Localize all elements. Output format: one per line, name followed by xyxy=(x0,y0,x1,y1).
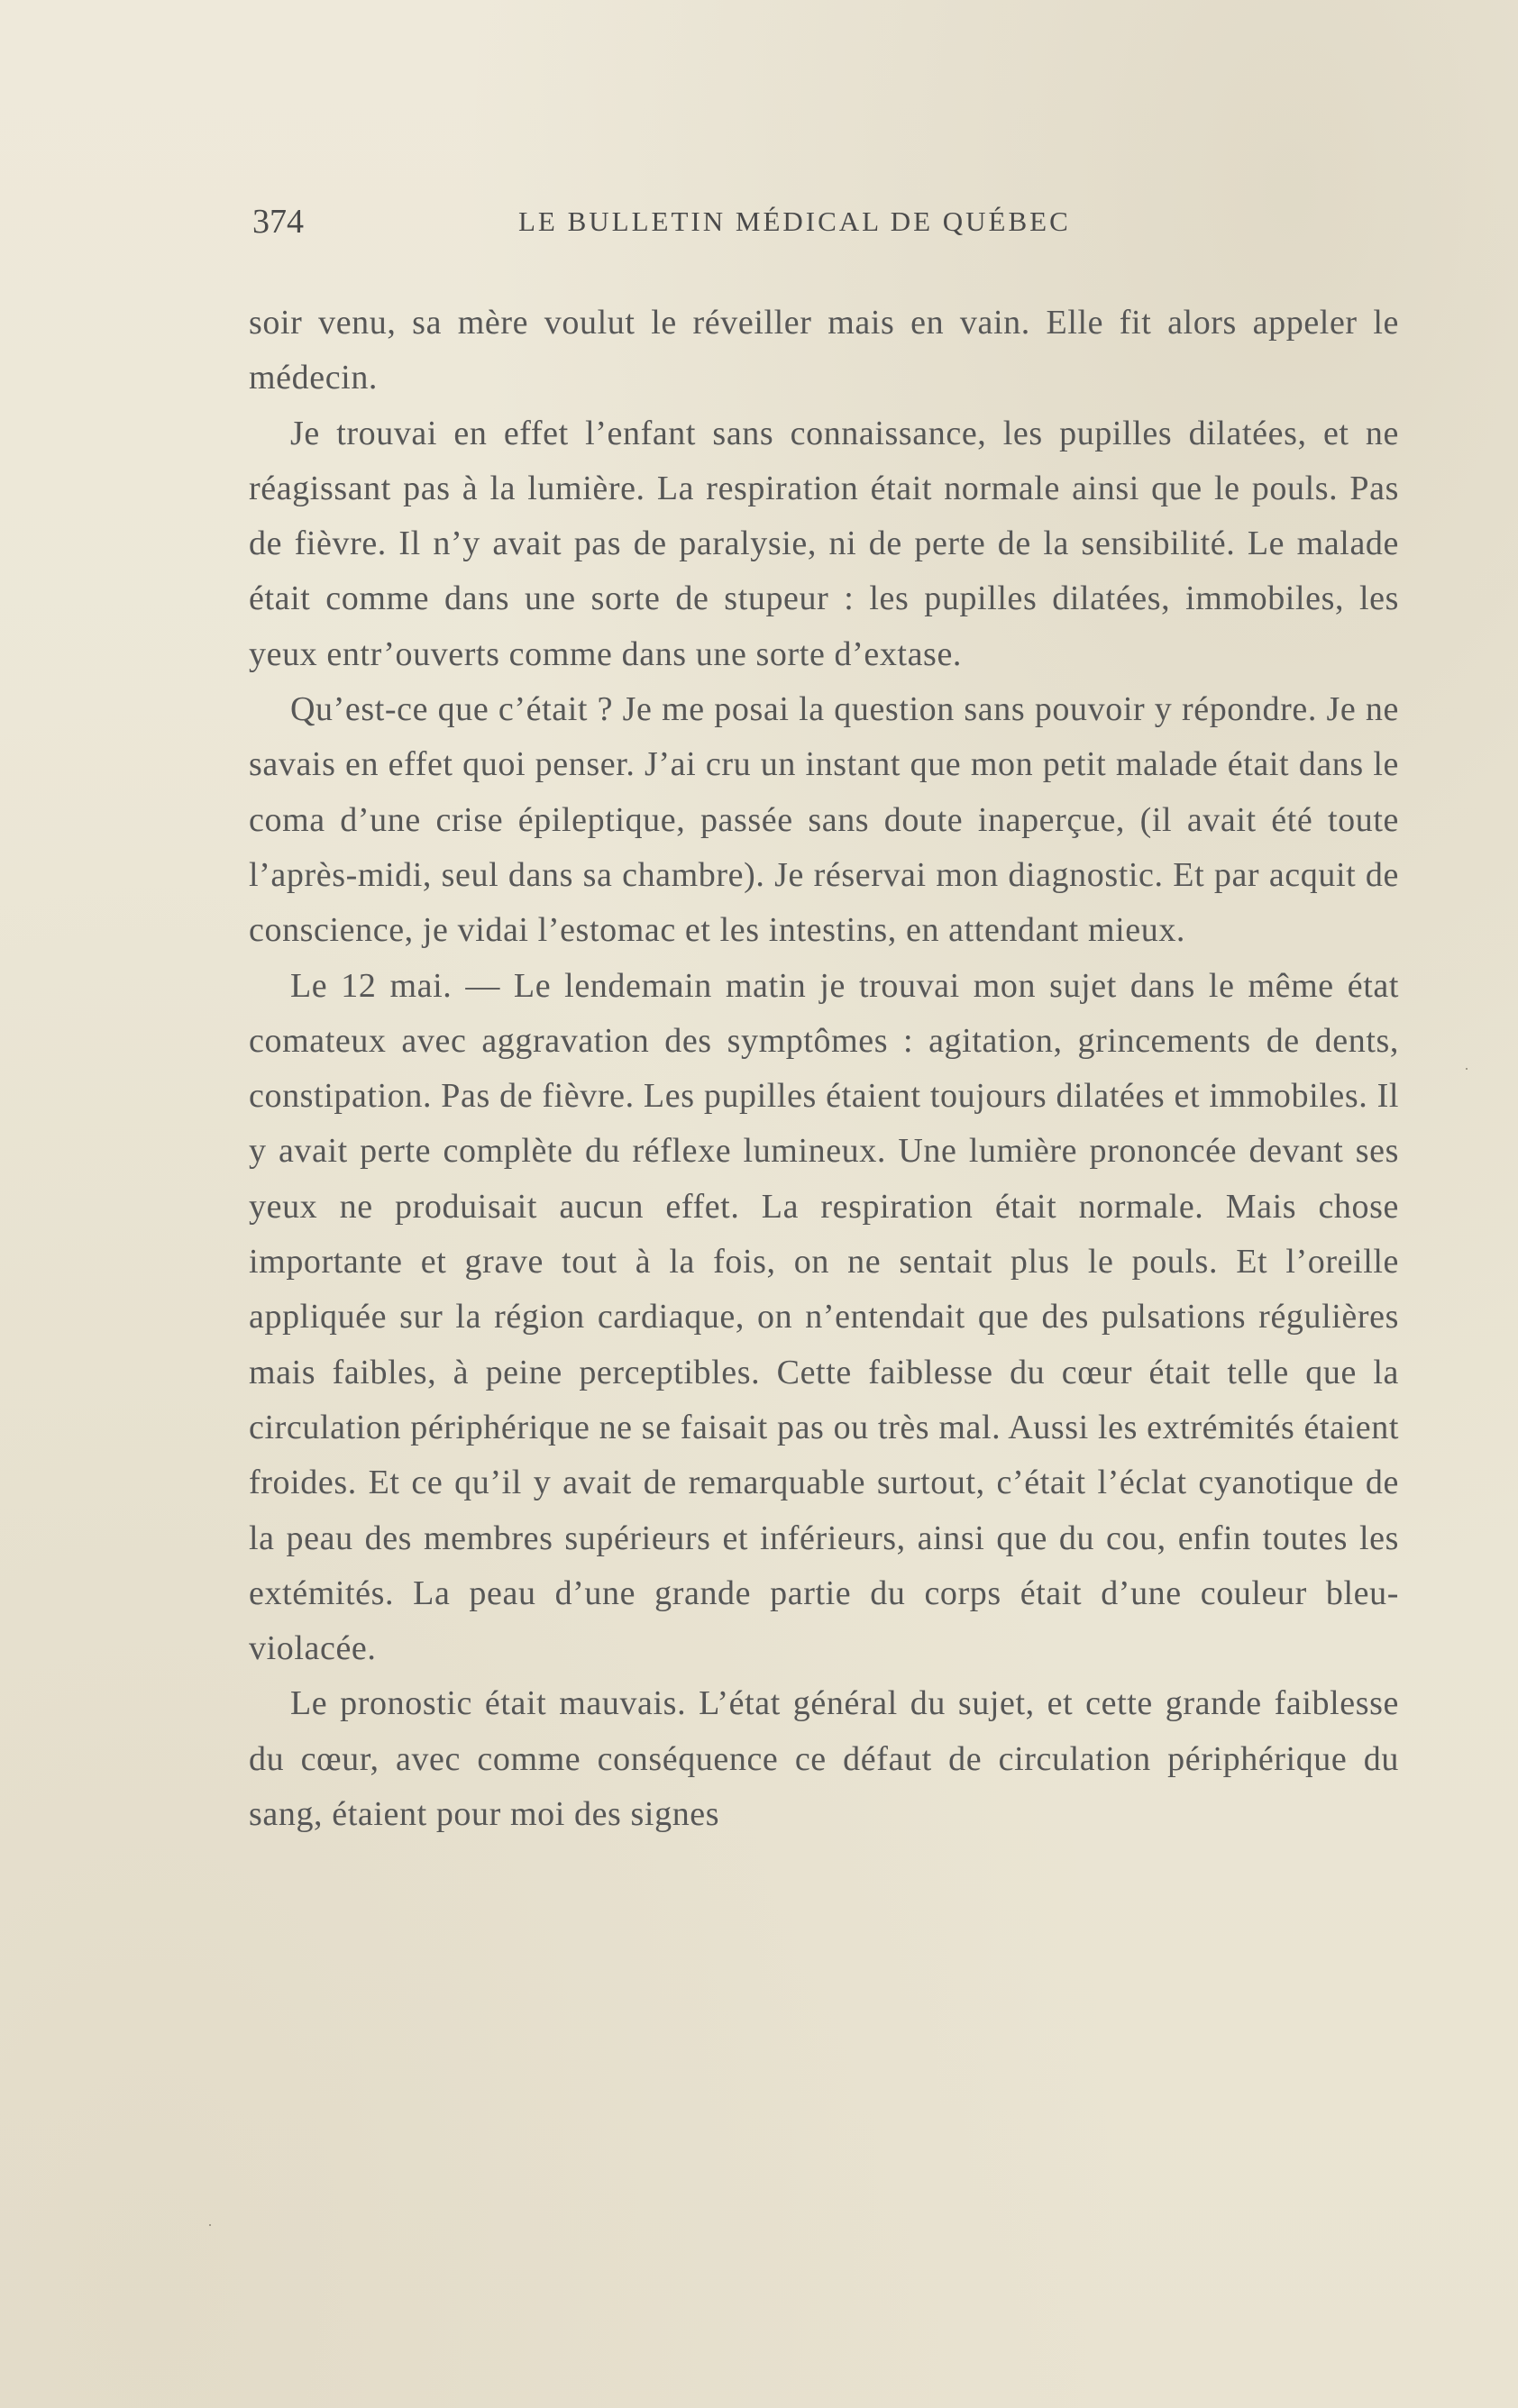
paragraph: Je trouvai en effet l’enfant sans connaissance, les pupilles dilatées, et ne réagissant pas à la lumière. La respiration était normale ainsi que le pouls. Pas de fièvre. Il n’y avait pas de paralysie, ni de perte de la sensibilité. Le malade était comme dans une sorte de stupeur : les pupilles dilatées, immobiles, les yeux entr’ouverts comme dans une sorte d’extase. xyxy=(249,414,1399,673)
paragraph: Le 12 mai. — Le lendemain matin je trouvai mon sujet dans le même état comateux avec aggravation des symptômes : agitation, grincements de dents, constipation. Pas de fièvre. Les pupilles étaient toujours dilatées et immobiles. Il y avait perte complète du réflexe lumineux. Une lumière prononcée devant ses yeux ne produisait aucun effet. La respiration était normale. Mais chose importante et grave tout à la fois, on ne sentait plus le pouls. Et l’oreille appliquée sur la région cardiaque, on n’entendait que des pulsations régulières mais faibles, à peine perceptibles. Cette faiblesse du cœur était telle que la circulation périphérique ne se faisait pas ou très mal. Aussi les extrémités étaient froides. Et ce qu’il y avait de remarquable surtout, c’était l’éclat cyanotique de la peau des membres supérieurs et inférieurs, ainsi que du cou, enfin toutes les extémités. La peau d’une grande partie du corps était d’une couleur bleu-violacée. xyxy=(249,966,1399,1668)
body-text xyxy=(249,296,1399,1842)
paper-speck xyxy=(1466,1068,1468,1070)
paragraph: Le pronostic était mauvais. L’état général du sujet, et cette grande faiblesse du cœur, avec comme conséquence ce défaut de circulation périphérique du sang, étaient pour moi des signes xyxy=(249,1684,1399,1834)
running-title: LE BULLETIN MÉDICAL DE QUÉBEC xyxy=(518,205,1071,237)
page-header xyxy=(252,196,1397,247)
page-number: 374 xyxy=(252,203,304,241)
paragraph: soir venu, sa mère voulut le réveiller mais en vain. Elle fit alors appeler le médecin. xyxy=(249,304,1399,397)
paper-speck xyxy=(209,2224,211,2226)
paragraph: Qu’est-ce que c’était ? Je me posai la question sans pouvoir y répondre. Je ne savais en effet quoi penser. J’ai cru un instant que mon petit malade était dans le coma d’une crise épileptique, passée sans doute inaperçue, (il avait été toute l’après-midi, seul dans sa chambre). Je réservai mon diagnostic. Et par acquit de conscience, je vidai l’estomac et les intestins, en attendant mieux. xyxy=(249,690,1399,950)
